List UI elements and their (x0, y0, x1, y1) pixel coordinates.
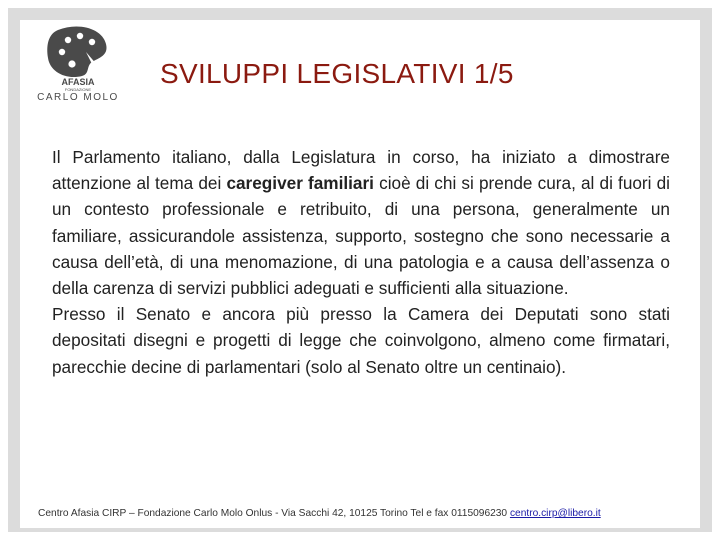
svg-text:AFASIA: AFASIA (61, 77, 95, 87)
caregiver-highlight: caregiver familiari (226, 173, 374, 194)
slide-body (52, 144, 670, 380)
footer-email-link[interactable]: centro.cirp@libero.it (509, 508, 601, 519)
footer-text: Centro Afasia CIRP – Fondazione Carlo Molo Onlus - Via Sacchi 42, 10125 Torino Tel e fax 0115096230 (38, 508, 510, 519)
paragraph-1-text-b: cioè di chi si prende cura, al di fuori di un contesto professionale e retribuito, di una persona, generalmente un familiare, assicurandole assistenza, supporto, sostegno che sono necessarie a causa dell’età, di una menomazione, di una patologia e a causa dell’assenza o della carenza di servizi pubblici adeguati e sufficienti alla situazione. (52, 173, 671, 299)
svg-text:CARLO MOLO: CARLO MOLO (37, 92, 119, 102)
slide-footer (38, 508, 601, 519)
slide-title: SVILUPPI LEGISLATIVI 1/5 (160, 58, 514, 89)
palette-icon (26, 22, 130, 102)
paragraph-1 (52, 144, 670, 301)
afasia-logo (26, 22, 146, 116)
paragraph-2: Presso il Senato e ancora più presso la Camera dei Deputati sono stati depositati disegni e progetti di legge che coinvolgono, almeno come firmatari, parecchie decine di parlamentari (solo al Senato oltre un centinaio). (52, 304, 670, 377)
paragraph-1-text-a: Il Parlamento italiano, dalla Legislatura in corso, ha iniziato a dimostrare attenzione al tema dei (52, 147, 670, 194)
svg-text:FONDAZIONE: FONDAZIONE (64, 87, 92, 92)
